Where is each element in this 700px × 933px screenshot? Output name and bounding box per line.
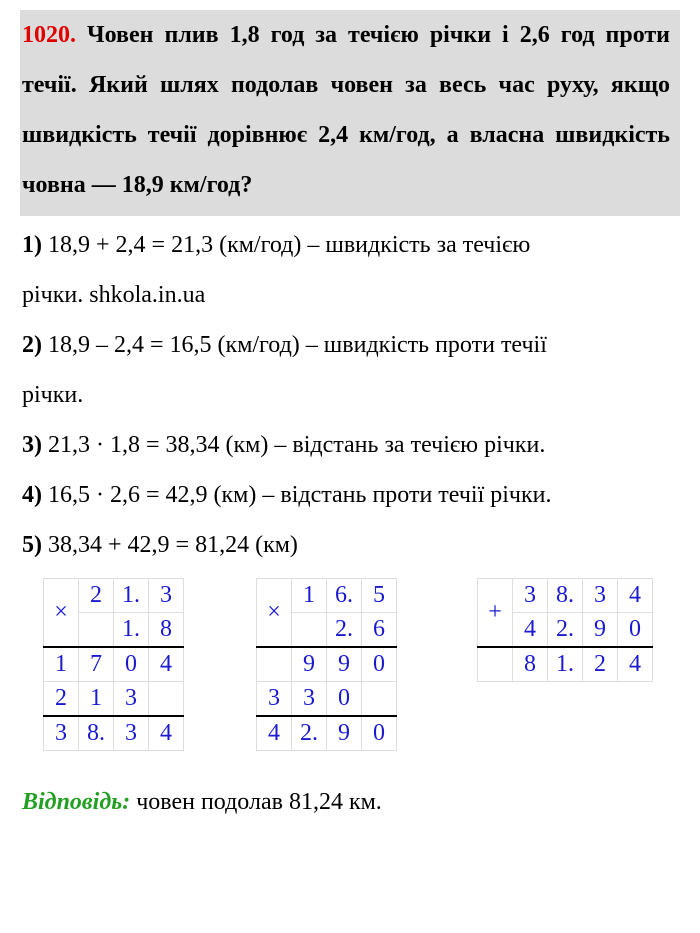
digit-cell: 9 bbox=[292, 647, 327, 682]
operator-sign: × bbox=[44, 579, 79, 648]
digit-cell: 3 bbox=[292, 682, 327, 717]
digit-cell: 5 bbox=[362, 579, 397, 613]
digit-cell: 9 bbox=[327, 716, 362, 751]
digit-cell: 8 bbox=[513, 647, 548, 682]
calc-grid-multiply-1 bbox=[43, 578, 184, 751]
problem-number: 1020. bbox=[22, 22, 76, 48]
calc-grid-multiply-2 bbox=[256, 578, 397, 751]
digit-cell bbox=[149, 682, 184, 717]
solution-step bbox=[22, 320, 680, 370]
step-text: 18,9 – 2,4 = 16,5 (км/год) – швидкість проти течії bbox=[42, 332, 547, 358]
digit-cell: 8. bbox=[79, 716, 114, 751]
digit-cell: 2 bbox=[79, 579, 114, 613]
solution-step bbox=[22, 370, 680, 420]
digit-cell: 1. bbox=[114, 579, 149, 613]
digit-cell: 2 bbox=[44, 682, 79, 717]
digit-cell: 1. bbox=[114, 613, 149, 648]
answer-text: човен подолав 81,24 км. bbox=[130, 789, 382, 815]
step-text: 18,9 + 2,4 = 21,3 (км/год) – швидкість за течією bbox=[42, 232, 531, 258]
digit-cell: 3 bbox=[149, 579, 184, 613]
digit-cell: 4 bbox=[618, 647, 653, 682]
digit-cell: 3 bbox=[583, 579, 618, 613]
digit-cell: 1 bbox=[44, 647, 79, 682]
answer-label: Відповідь: bbox=[22, 789, 131, 815]
digit-cell: 1 bbox=[79, 682, 114, 717]
digit-cell: 3 bbox=[513, 579, 548, 613]
calc-grid-addition bbox=[477, 578, 653, 682]
answer bbox=[20, 782, 680, 822]
digit-cell bbox=[362, 682, 397, 717]
digit-cell: 3 bbox=[114, 716, 149, 751]
digit-cell: 6. bbox=[327, 579, 362, 613]
step-number: 1) bbox=[22, 232, 42, 258]
digit-cell: 6 bbox=[362, 613, 397, 648]
digit-cell: 4 bbox=[149, 647, 184, 682]
problem-statement bbox=[20, 10, 680, 216]
digit-cell: 3 bbox=[114, 682, 149, 717]
digit-cell: 2. bbox=[548, 613, 583, 648]
digit-cell: 8. bbox=[548, 579, 583, 613]
digit-cell: 1 bbox=[292, 579, 327, 613]
digit-cell: 9 bbox=[327, 647, 362, 682]
solution-steps bbox=[20, 220, 680, 570]
problem-text: Човен плив 1,8 год за течією річки і 2,6 год проти течії. Який шлях подолав човен за весь час руху, якщо швидкість течії дорівнює 2,4 км/год, а власна швидкість човна — 18,9 км/год? bbox=[22, 22, 671, 198]
digit-cell bbox=[257, 647, 292, 682]
digit-cell: 0 bbox=[362, 647, 397, 682]
digit-cell: 4 bbox=[513, 613, 548, 648]
step-text: річки. shkola.in.ua bbox=[22, 282, 206, 308]
digit-cell: 2. bbox=[292, 716, 327, 751]
step-text: 38,34 + 42,9 = 81,24 (км) bbox=[42, 532, 298, 558]
calculation-grids bbox=[20, 578, 680, 758]
operator-sign: × bbox=[257, 579, 292, 648]
step-number: 2) bbox=[22, 332, 42, 358]
digit-cell: 4 bbox=[257, 716, 292, 751]
digit-cell: 7 bbox=[79, 647, 114, 682]
digit-cell: 4 bbox=[149, 716, 184, 751]
step-number: 4) bbox=[22, 482, 42, 508]
solution-step bbox=[22, 220, 680, 270]
step-number: 5) bbox=[22, 532, 42, 558]
step-number: 3) bbox=[22, 432, 42, 458]
step-text: 21,3 · 1,8 = 38,34 (км) – відстань за течією річки. bbox=[42, 432, 546, 458]
digit-cell: 8 bbox=[149, 613, 184, 648]
digit-cell bbox=[79, 613, 114, 648]
solution-step bbox=[22, 520, 680, 570]
digit-cell: 0 bbox=[327, 682, 362, 717]
digit-cell: 9 bbox=[583, 613, 618, 648]
digit-cell: 1. bbox=[548, 647, 583, 682]
digit-cell: 0 bbox=[114, 647, 149, 682]
digit-cell: 0 bbox=[362, 716, 397, 751]
digit-cell: 2 bbox=[583, 647, 618, 682]
digit-cell: 3 bbox=[44, 716, 79, 751]
solution-step bbox=[22, 270, 680, 320]
digit-cell bbox=[478, 647, 513, 682]
digit-cell: 4 bbox=[618, 579, 653, 613]
digit-cell bbox=[292, 613, 327, 648]
digit-cell: 0 bbox=[618, 613, 653, 648]
operator-sign: + bbox=[478, 579, 513, 648]
digit-cell: 2. bbox=[327, 613, 362, 648]
step-text: 16,5 · 2,6 = 42,9 (км) – відстань проти течії річки. bbox=[42, 482, 552, 508]
digit-cell: 3 bbox=[257, 682, 292, 717]
solution-step bbox=[22, 470, 680, 520]
step-text: річки. bbox=[22, 382, 84, 408]
solution-step bbox=[22, 420, 680, 470]
